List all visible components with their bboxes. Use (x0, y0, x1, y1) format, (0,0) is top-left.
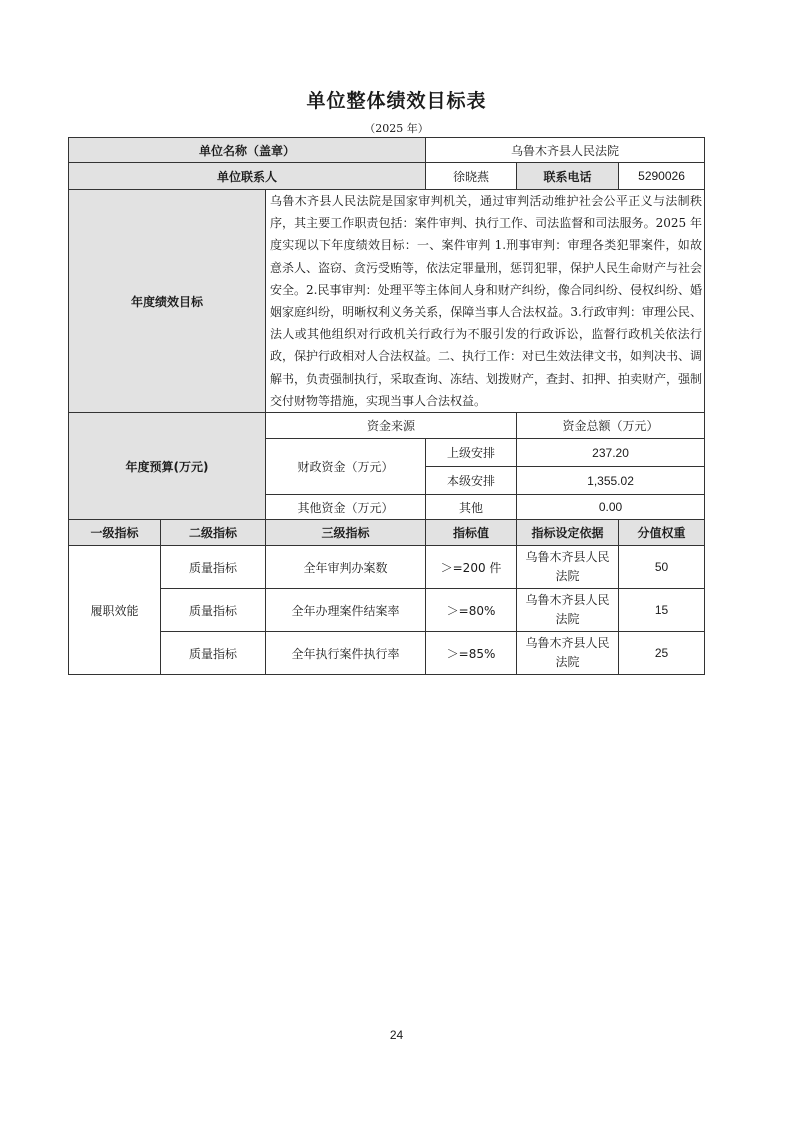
local-allocation-value: 1,355.02 (517, 467, 705, 495)
indicator-value: ＞=200 件 (426, 546, 517, 589)
header-basis: 指标设定依据 (517, 520, 619, 546)
level3-indicator: 全年执行案件执行率 (266, 632, 426, 675)
local-allocation-label: 本级安排 (426, 467, 517, 495)
page-title: 单位整体绩效目标表 (306, 90, 487, 112)
fund-source-header: 资金来源 (266, 413, 517, 439)
fund-total-header: 资金总额（万元） (517, 413, 705, 439)
unit-name-label: 单位名称（盖章） (69, 138, 426, 163)
indicator-weight: 25 (619, 632, 705, 675)
other-fund-label: 其他资金（万元） (266, 495, 426, 520)
annual-goal-text: 乌鲁木齐县人民法院是国家审判机关，通过审判活动维护社会公平正义与法制秩序，其主要工作职责包括：案件审判、执行工作、司法监督和司法服务。2025 年度实现以下年度绩效目标：一、案件审判 1.刑事审判：审理各类犯罪案件，如故意杀人、盗窃、贪污受贿等，依法定罪量刑，惩罚犯罪，保护人民生命财产与社会安全。2.民事审判：处理平等主体间人身和财产纠纷，像合同纠纷、侵权纠纷、婚姻家庭纠纷，明晰权利义务关系，保障当事人合法权益。3.行政审判：审理公民、法人或其他组织对行政机关行政行为不服引发的行政诉讼，监督行政机关依法行政，保护行政相对人合法权益。二、执行工作：对已生效法律文书，如判决书、调解书，负责强制执行，采取查询、冻结、划拨财产，查封、扣押、拍卖财产，强制交付财物等措施，实现当事人合法权益。 (266, 190, 705, 413)
indicator-weight: 50 (619, 546, 705, 589)
indicator-basis: 乌鲁木齐县人民法院 (517, 589, 619, 632)
annual-goal-label: 年度绩效目标 (69, 190, 266, 413)
indicator-value: ＞=85% (426, 632, 517, 675)
page-number: 24 (389, 1028, 404, 1042)
level2-indicator: 质量指标 (161, 589, 266, 632)
indicator-basis: 乌鲁木齐县人民法院 (517, 632, 619, 675)
annual-budget-label: 年度预算(万元) (69, 413, 266, 520)
contact-label: 单位联系人 (69, 163, 426, 190)
indicator-weight: 15 (619, 589, 705, 632)
other-fund-sub-label: 其他 (426, 495, 517, 520)
level3-indicator: 全年办理案件结案率 (266, 589, 426, 632)
indicator-basis: 乌鲁木齐县人民法院 (517, 546, 619, 589)
table-row (69, 589, 705, 632)
level2-indicator: 质量指标 (161, 546, 266, 589)
year-label: （2025 年） (364, 122, 429, 135)
fiscal-fund-label: 财政资金（万元） (266, 439, 426, 495)
phone-label: 联系电话 (517, 163, 619, 190)
unit-name-value: 乌鲁木齐县人民法院 (426, 138, 705, 163)
indicator-value: ＞=80% (426, 589, 517, 632)
performance-table (68, 137, 705, 675)
header-weight: 分值权重 (619, 520, 705, 546)
phone-value: 5290026 (619, 163, 705, 190)
header-level3: 三级指标 (266, 520, 426, 546)
header-value: 指标值 (426, 520, 517, 546)
header-level2: 二级指标 (161, 520, 266, 546)
upper-allocation-value: 237.20 (517, 439, 705, 467)
upper-allocation-label: 上级安排 (426, 439, 517, 467)
other-fund-value: 0.00 (517, 495, 705, 520)
table-row (69, 632, 705, 675)
level1-indicator: 履职效能 (69, 546, 161, 675)
level3-indicator: 全年审判办案数 (266, 546, 426, 589)
table-row (69, 546, 705, 589)
contact-value: 徐晓燕 (426, 163, 517, 190)
header-level1: 一级指标 (69, 520, 161, 546)
level2-indicator: 质量指标 (161, 632, 266, 675)
